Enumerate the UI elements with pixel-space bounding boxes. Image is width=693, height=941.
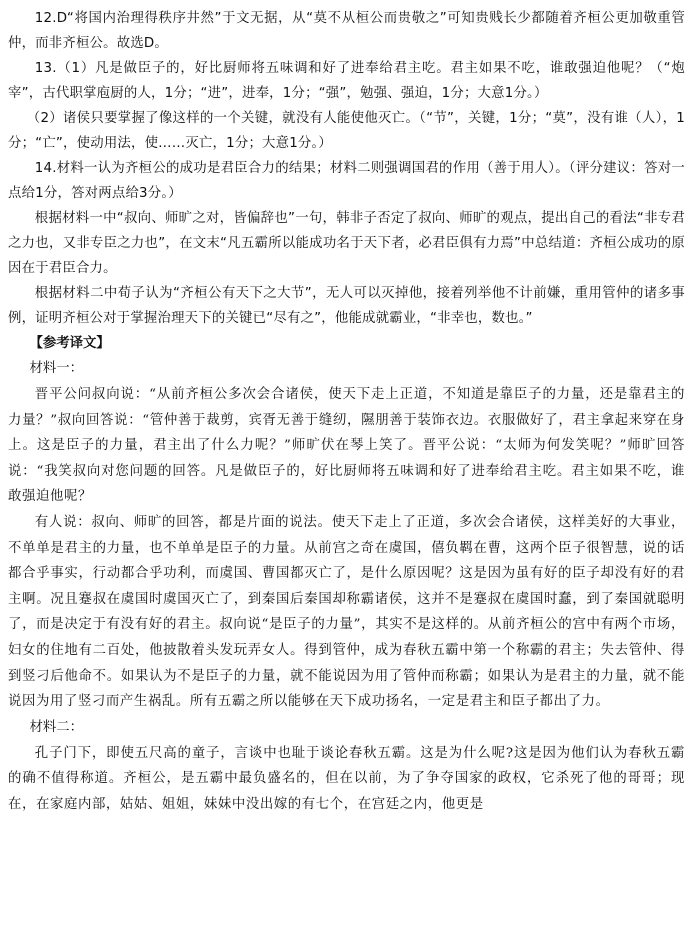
material1-title: 材料一： xyxy=(29,361,83,376)
answer-q13-part2: （2）诸侯只要掌握了像这样的一个关键，就没有人能使他灭亡。（“节”，关键，1分；“莫”，没有谁（人），1分；“亡”，使动用法，使……灭亡，1分；大意1分。） xyxy=(8,111,685,151)
translation-section xyxy=(8,356,685,818)
answer-q14-explanation-2: 根据材料二中荀子认为“齐桓公有天下之大节”，无人可以灭掉他，接着列举他不计前嫌，重用管仲的诸多事例，证明齐桓公对于掌握治理天下的关键已“尽有之”，他能成就霸业，“非幸也，数也。” xyxy=(8,286,685,326)
answer-q14-explanation-1: 根据材料一中“叔向、师旷之对，皆偏辞也”一句，韩非子否定了叔向、师旷的观点，提出自己的看法“非专君之力也，又非专臣之力也”，在文末“凡五霸所以能成功名于天下者，必君臣俱有力焉”中总结道：齐桓公成功的原因在于君臣合力。 xyxy=(8,211,685,276)
translation-heading: 【参考译文】 xyxy=(29,336,110,351)
answer-q13-part1: 13.（1）凡是做臣子的，好比厨师将五味调和好了进奉给君主吃。君主如果不吃，谁敢强迫他呢？（“炮宰”，古代职掌庖厨的人，1分；“进”，进奉，1分；“强”，勉强、强迫，1分；大意1分。） xyxy=(8,61,685,101)
material2-title: 材料二： xyxy=(29,719,83,735)
answer-q12: 12.D“将国内治理得秩序井然”于文无据，从“莫不从桓公而贵敬之”可知贵贱长少都随着齐桓公更加敬重管仲，而非齐桓公。故选D。 xyxy=(8,11,685,51)
material2-paragraph-1: 孔子门下，即使五尺高的童子，言谈中也耻于谈论春秋五霸。这是为什么呢?这是因为他们认为春秋五霸的确不值得称道。齐桓公，是五霸中最负盛名的，但在以前，为了争夺国家的政权，它杀死了他的哥哥；现在，在家庭内部，姑姑、姐姐，妹妹中没出嫁的有七个，在宫廷之内，他更是 xyxy=(8,745,685,812)
material1-paragraph-1: 晋平公问叔向说：“从前齐桓公多次会合诸侯，使天下走上正道，不知道是靠臣子的力量，还是靠君主的力量？”叔向回答说：“管仲善于裁剪，宾胥无善于缝纫，隰朋善于装饰衣边。衣服做好了，君主拿起来穿在身上。这是臣子的力量，君主出了什么力呢？”师旷伏在琴上笑了。晋平公说：“太师为何发笑呢？”师旷回答说：“我笑叔向对您问题的回答。凡是做臣子的，好比厨师将五味调和好了进奉给君主吃。君主如果不吃，谁敢强迫他呢？ xyxy=(8,387,685,505)
answer-q14: 14.材料一认为齐桓公的成功是君臣合力的结果；材料二则强调国君的作用（善于用人）。（评分建议：答对一点给1分，答对两点给3分。） xyxy=(8,161,685,201)
material1-paragraph-2: 有人说：叔向、师旷的回答，都是片面的说法。使天下走上了正道，多次会合诸侯，这样美好的大事业，不单单是君主的力量，也不单单是臣子的力量。从前宫之奇在虞国，僖负羁在曹，这两个臣子很智慧，说的话都合乎事实，行动都合乎功利，而虞国、曹国都灭亡了，是什么原因呢？这是因为虽有好的臣子却没有好的君主啊。况且蹇叔在虞国时虞国灭亡了，到秦国后秦国却称霸诸侯，这并不是蹇叔在虞国时蠢，到了秦国就聪明了，而是决定于有没有好的君主。叔向说“是臣子的力量”，其实不是这样的。从前齐桓公的宫中有两个市场，妇女的住地有二百处，他披散着头发玩弄女人。得到管仲，成为春秋五霸中第一个称霸的君主；失去管仲、得到竖刁后他命不。如果认为不是臣子的力量，就不能说因为用了管仲而称霸；如果认为是君主的力量，就不能说因为用了竖刁而产生祸乱。所有五霸之所以能够在天下成功扬名，一定是君主和臣子都出了力。 xyxy=(8,514,685,710)
